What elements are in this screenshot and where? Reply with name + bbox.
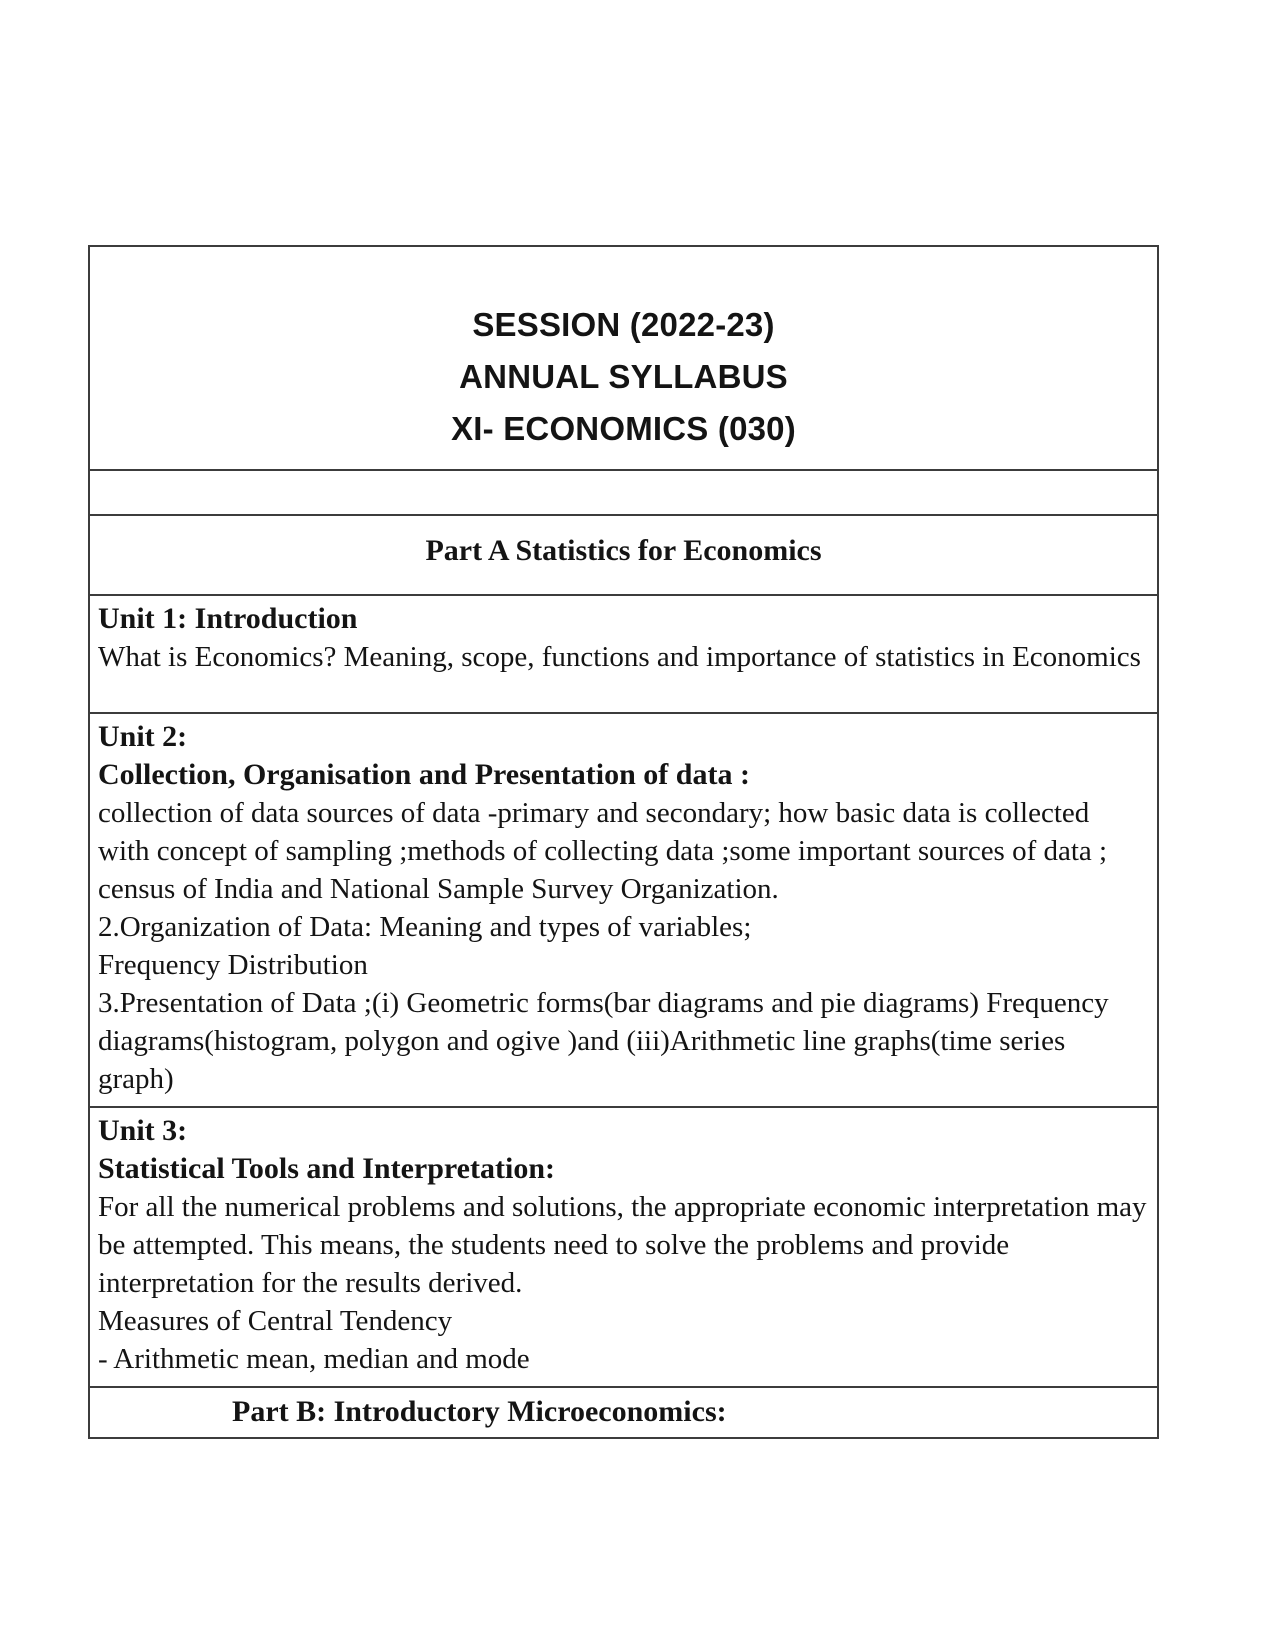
unit-2-row — [90, 712, 1157, 1106]
unit-1-row — [90, 594, 1157, 712]
unit-3-subtitle: Statistical Tools and Interpretation: — [98, 1152, 555, 1185]
part-b-row — [90, 1386, 1157, 1437]
unit-2-paragraph-3: Frequency Distribution — [98, 949, 368, 981]
document-header — [90, 247, 1157, 469]
unit-2-title: Unit 2: — [98, 720, 188, 753]
unit-3-paragraph-2: Measures of Central Tendency — [98, 1305, 453, 1337]
unit-3-row — [90, 1106, 1157, 1386]
header-syllabus-line: ANNUAL SYLLABUS — [459, 358, 788, 395]
unit-2-paragraph-4: 3.Presentation of Data ;(i) Geometric forms(bar diagrams and pie diagrams) Frequency diagrams(histogram, polygon and ogive )and (iii)Arithmetic line graphs(time series graph) — [98, 987, 1109, 1095]
unit-3-title: Unit 3: — [98, 1114, 188, 1147]
unit-2-paragraph-1: collection of data sources of data -primary and secondary; how basic data is collected with concept of sampling ;methods of collecting data ;some important sources of data ; census of India and National Sample Survey Organization. — [98, 797, 1108, 905]
header-session-line: SESSION (2022-23) — [472, 306, 775, 343]
unit-3-paragraph-3: - Arithmetic mean, median and mode — [98, 1343, 530, 1375]
unit-1-title: Unit 1: Introduction — [98, 602, 358, 635]
unit-3-paragraph-1: For all the numerical problems and solutions, the appropriate economic interpretation may be attempted. This means, the students need to solve the problems and provide interpretation for the results derived. — [98, 1191, 1147, 1299]
part-a-row — [90, 514, 1157, 594]
part-b-title: Part B: Introductory Microeconomics: — [232, 1395, 727, 1428]
unit-2-subtitle: Collection, Organisation and Presentation of data : — [98, 758, 750, 791]
spacer-row — [90, 469, 1157, 514]
part-a-title: Part A Statistics for Economics — [425, 534, 822, 567]
unit-2-paragraph-2: 2.Organization of Data: Meaning and types of variables; — [98, 911, 752, 943]
header-subject-line: XI- ECONOMICS (030) — [451, 410, 796, 447]
unit-1-body: What is Economics? Meaning, scope, functions and importance of statistics in Economics — [98, 641, 1141, 673]
syllabus-table — [88, 245, 1159, 1439]
